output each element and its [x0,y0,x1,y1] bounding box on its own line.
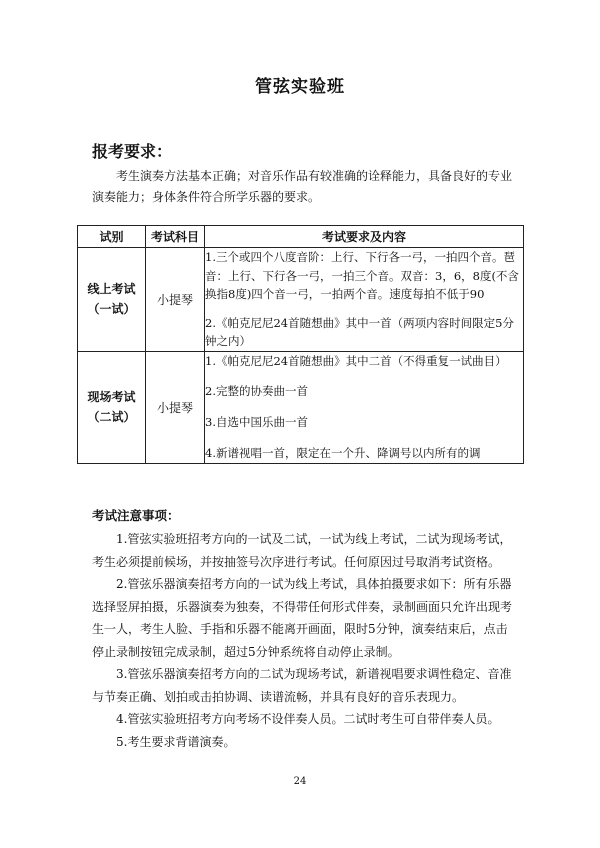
header-content: 考试要求及内容 [205,226,524,248]
note-item: 3.管弦乐器演奏招考方向的二试为现场考试，新谱视唱要求调性稳定、音准与节奏正确、划拍或击拍协调、读谱流畅，并具有良好的音乐表现力。 [92,667,512,704]
requirement-item: 1.《帕克尼尼24首随想曲》其中二首（不得重复一试曲目） [205,353,507,368]
content-cell [205,248,524,352]
category-name: 现场考试 [87,390,136,404]
content-cell [205,351,524,463]
table-row-online [78,248,524,352]
category-round: （一试） [87,302,136,317]
notes-list [92,528,512,753]
page-number: 24 [293,776,307,787]
note-item: 5.考生要求背谱演奏。 [116,734,236,749]
category-cell [78,248,146,352]
requirements-heading: 报考要求： [92,142,173,161]
subject-cell: 小提琴 [146,351,205,463]
table-header-row [78,226,524,248]
category-name: 线上考试 [87,282,136,297]
note-item: 4.管弦实验班招考方向考场不设伴奏人员。二试时考生可自带伴奏人员。 [116,712,500,726]
category-cell [78,351,146,463]
requirement-item: 2.完整的协奏曲一首 [205,384,308,398]
category-round: （二试） [87,410,136,424]
requirement-item: 3.自选中国乐曲一首 [205,414,308,429]
note-item: 2.管弦乐器演奏招考方向的一试为线上考试，具体拍摄要求如下：所有乐器选择竖屏拍摄，乐器演奏为独奏，不得带任何形式伴奏，录制画面只允许出现考生一人，考生人脸、手指和乐器不能离开画面，限时5分钟，演奏结束后，点击停止录制按钮完成录制，超过5分钟系统将自动停止录制。 [92,577,513,659]
requirement-item: 2.《帕克尼尼24首随想曲》其中一首（两项内容时间限定5分钟之内） [205,315,514,348]
notes-heading: 考试注意事项： [92,508,180,523]
intro-text: 考生演奏方法基本正确；对音乐作品有较准确的诠释能力，具备良好的专业演奏能力；身体条件符合所学乐器的要求。 [92,169,513,204]
note-item: 1.管弦实验班招考方向的一试及二试，一试为线上考试，二试为现场考试，考生必须提前候场，并按抽签号次序进行考试。任何原因过号取消考试资格。 [92,532,512,569]
intro-paragraph [92,166,512,208]
page-title: 管弦实验班 [255,77,345,97]
table-row-onsite [78,351,524,463]
requirement-item: 1.三个或四个八度音阶：上行、下行各一弓，一拍四个音。琶音：上行、下行各一弓，一拍三个音。双音：3，6，8度(不含换指8度)四个音一弓，一拍两个音。速度每拍不低于90 [205,250,519,301]
requirement-item: 4.新谱视唱一首，限定在一个升、降调号以内所有的调 [205,446,481,460]
header-subject: 考试科目 [146,226,205,248]
subject-cell: 小提琴 [146,248,205,352]
header-category: 试别 [78,226,146,248]
requirements-table [77,225,524,464]
